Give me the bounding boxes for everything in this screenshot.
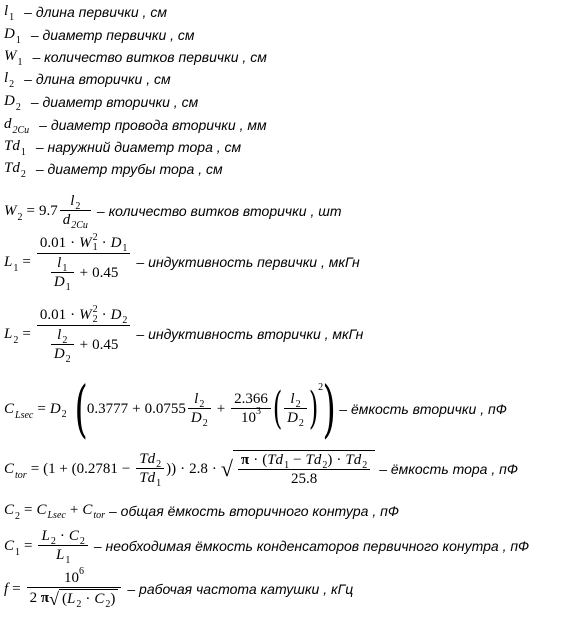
- l1-lhs: $L_1$: [4, 253, 19, 274]
- definition-row: [4, 93, 199, 113]
- definition-description: – наружний диаметр тора , см: [35, 138, 242, 155]
- formula-l2: $L_2$ = 0.01 · W 2 2 · D 2 l 2 D 2 + 0.45 – индуктивность вторички , мкГн: [4, 304, 364, 365]
- formula-l1: $L_1$ = 0.01 · W 2 1 · D 1 l 1 D 1 + 0.45 – индуктивность первички , мкГн: [4, 232, 360, 293]
- definition-symbol: $W_1$: [4, 48, 23, 68]
- definition-symbol: $Td_2$: [4, 160, 26, 180]
- clsec-description: – ёмкость вторички , пФ: [339, 401, 507, 417]
- definition-symbol: $D_2$: [4, 93, 21, 113]
- ctor-lhs: $C_{tor}$: [4, 460, 27, 481]
- l2-lhs: $L_2$: [4, 325, 19, 346]
- formula-ctor: $C_{tor}$ = (1 + ( 0.2781 − Td 2 Td 1 )) · 2.8 · √ π · ( Td 1 − Td 2 ) · Td 2 25.8 – ёмкость тора , пФ: [4, 451, 518, 489]
- l1-fraction: 0.01 · W 2 1 · D 1 l 1 D 1 + 0.45: [37, 233, 131, 291]
- c1-lhs: $C_1$: [4, 537, 21, 558]
- definition-row: [4, 116, 267, 136]
- l2-fraction: 0.01 · W 2 2 · D 2 l 2 D 2 + 0.45: [37, 305, 131, 363]
- c2-lhs: $C_2$: [4, 502, 21, 522]
- definition-symbol: $D_1$: [4, 26, 21, 46]
- w2-fraction: l 2 d 2Cu: [60, 193, 91, 229]
- definition-description: – диаметр трубы тора , см: [35, 160, 223, 177]
- definition-row: [4, 138, 242, 158]
- formula-f: f = 10 6 2 π √ ( L 2 · C 2 ) – рабочая частота катушки , кГц: [4, 566, 354, 610]
- f-fraction: 10 6 2 π √ ( L 2 · C 2 ): [27, 570, 122, 608]
- c1-description: – необходимая ёмкость конденсаторов первичного конутра , пФ: [93, 538, 530, 554]
- definition-row: [4, 48, 267, 68]
- definition-description: – диаметр первички , см: [30, 26, 195, 43]
- l1-description: – индуктивность первички , мкГн: [136, 254, 360, 270]
- formula-clsec: $C_{Lsec}$ = D 2 ( 0.3777 + 0.0755 l 2 D 2 + 2.366 10 3 ( l 2 D 2 ) 2 ) – ёмкость вторички , пФ: [4, 372, 507, 445]
- c2-description: – общая ёмкость вторичного контура , пФ: [109, 502, 399, 519]
- definition-symbol: $Td_1$: [4, 138, 26, 158]
- w2-coef: 9.7: [38, 202, 58, 219]
- ctor-sqrt: √ π · ( Td 1 − Td 2 ) · Td 2 25.8: [221, 450, 375, 488]
- formula-c1: $C_1$ = L 2 · C 2 L 1 – необходимая ёмкость конденсаторов первичного конутра , пФ: [4, 528, 530, 566]
- definition-row: [4, 26, 195, 46]
- definition-description: – диаметр вторички , см: [30, 93, 199, 110]
- w2-description: – количество витков вторички , шт: [96, 203, 342, 219]
- definition-description: – количество витков первички , см: [32, 48, 267, 65]
- definition-row: [4, 70, 171, 90]
- definition-description: – длина первички , см: [24, 3, 167, 20]
- l2-description: – индуктивность вторички , мкГн: [136, 326, 364, 342]
- definition-symbol: $d_{2Cu}$: [4, 116, 30, 136]
- f-description: – рабочая частота катушки , кГц: [127, 581, 354, 597]
- formula-w2: $W_2$ = 9.7 l 2 d 2Cu – количество витков вторички , шт: [4, 193, 342, 231]
- formula-c2: $C_2$ = C Lsec + C tor – общая ёмкость вторичного контура , пФ: [4, 502, 399, 522]
- ctor-description: – ёмкость тора , пФ: [379, 461, 518, 477]
- definition-description: – длина вторички , см: [24, 70, 171, 87]
- clsec-lhs: $C_{Lsec}$: [4, 400, 34, 421]
- definition-symbol: $l_1$: [4, 3, 15, 23]
- definition-symbol: $l_2$: [4, 70, 15, 90]
- f-lhs: f: [4, 580, 9, 597]
- w2-lhs: $W_2$: [4, 202, 23, 223]
- definition-description: – диаметр провода вторички , мм: [39, 116, 267, 133]
- definition-row: [4, 160, 223, 180]
- definition-row: [4, 3, 167, 23]
